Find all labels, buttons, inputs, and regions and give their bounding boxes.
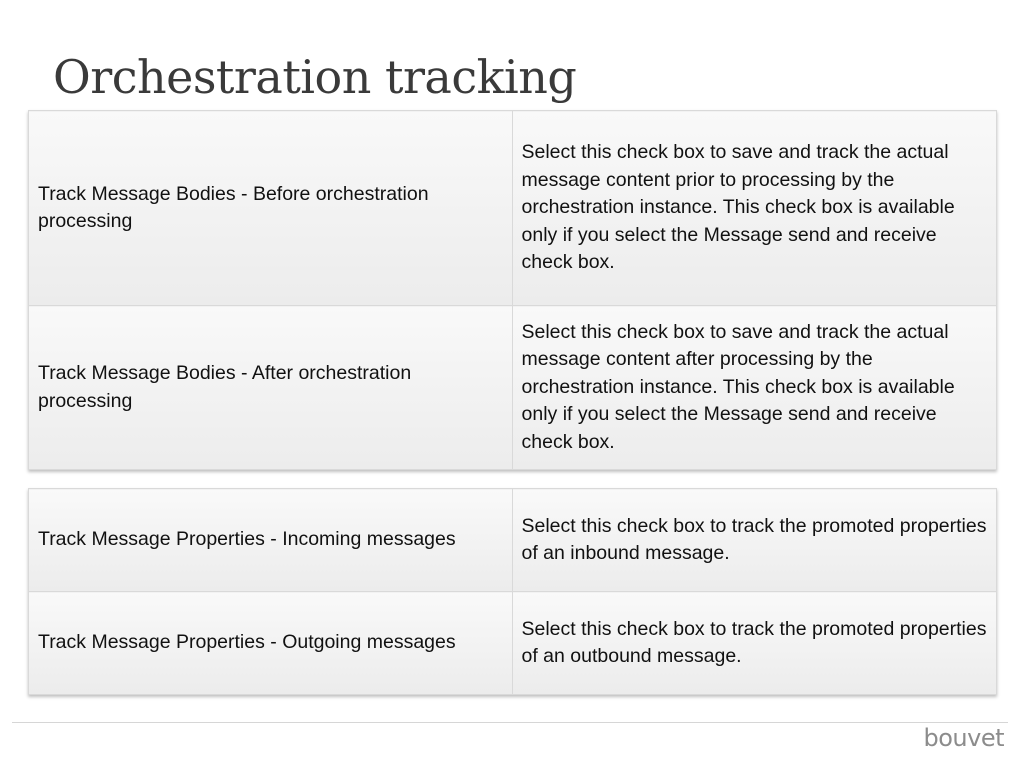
table-row bbox=[29, 489, 997, 592]
setting-description-cell: Select this check box to track the promoted properties of an inbound message. bbox=[512, 489, 997, 592]
message-bodies-table bbox=[28, 110, 997, 470]
table-row bbox=[29, 111, 997, 306]
footer-divider bbox=[12, 722, 1008, 723]
setting-name-cell: Track Message Bodies - After orchestration processing bbox=[29, 306, 513, 470]
setting-name-cell: Track Message Properties - Incoming messages bbox=[29, 489, 513, 592]
message-properties-table bbox=[28, 488, 997, 695]
bouvet-logo: bouvet bbox=[923, 724, 1004, 752]
setting-description-cell: Select this check box to save and track the actual message content prior to processing by the orchestration instance. This check box is available only if you select the Message send and receive check box. bbox=[512, 111, 997, 306]
table-row bbox=[29, 306, 997, 470]
setting-description-cell: Select this check box to track the promoted properties of an outbound message. bbox=[512, 592, 997, 695]
setting-name-cell: Track Message Properties - Outgoing messages bbox=[29, 592, 513, 695]
table-row bbox=[29, 592, 997, 695]
slide-title: Orchestration tracking bbox=[53, 50, 577, 104]
setting-description-cell: Select this check box to save and track the actual message content after processing by the orchestration instance. This check box is available only if you select the Message send and receive check box. bbox=[512, 306, 997, 470]
setting-name-cell: Track Message Bodies - Before orchestration processing bbox=[29, 111, 513, 306]
